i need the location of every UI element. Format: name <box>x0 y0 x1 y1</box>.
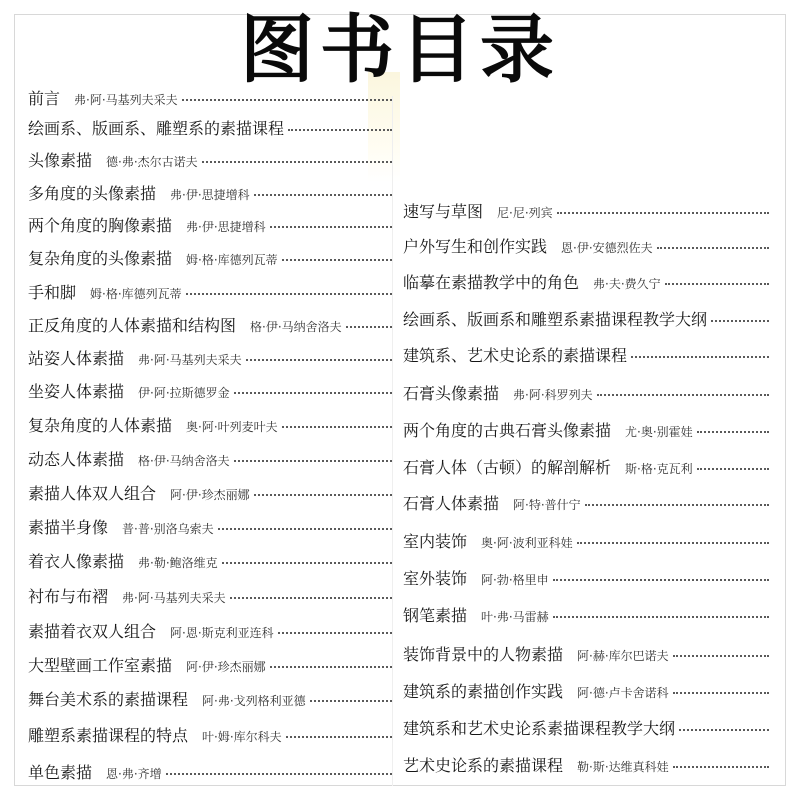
dot-leader <box>202 159 392 163</box>
entry-title: 复杂角度的人体素描 <box>28 416 173 435</box>
entry-title: 素描人体双人组合 <box>28 484 157 503</box>
entry-author: 阿·恩·斯克利亚连科 <box>170 626 274 640</box>
toc-entry <box>403 418 769 441</box>
toc-entry <box>28 86 392 109</box>
entry-author: 叶·弗·马雷赫 <box>481 610 549 624</box>
entry-title: 站姿人体素描 <box>28 349 125 368</box>
toc-entry <box>28 181 392 204</box>
entry-author: 弗·伊·思捷增科 <box>170 188 250 202</box>
entry-title: 素描着衣双人组合 <box>28 622 157 641</box>
dot-leader <box>673 764 769 768</box>
entry-author: 阿·伊·珍杰丽娜 <box>186 660 266 674</box>
dot-leader <box>270 224 392 228</box>
entry-title: 着衣人像素描 <box>28 552 125 571</box>
entry-title: 户外写生和创作实践 <box>403 237 548 256</box>
toc-entry <box>28 760 392 783</box>
entry-title: 建筑系和艺术史论系素描课程教学大纲 <box>403 719 676 738</box>
entry-author: 格·伊·马纳舍洛夫 <box>250 320 342 334</box>
entry-author: 弗·阿·科罗列夫 <box>513 388 593 402</box>
entry-title: 单色素描 <box>28 763 93 782</box>
dot-leader <box>270 664 392 668</box>
dot-leader <box>230 595 392 599</box>
entry-author: 奥·阿·波利亚科娃 <box>481 536 573 550</box>
dot-leader <box>288 127 392 131</box>
toc-entry <box>28 413 392 436</box>
dot-leader <box>346 324 392 328</box>
toc-entry <box>28 549 392 572</box>
entry-title: 两个角度的胸像素描 <box>28 216 173 235</box>
entry-author: 奥·阿·叶列麦叶夫 <box>186 420 278 434</box>
entry-title: 衬布与布褶 <box>28 587 109 606</box>
column-divider <box>392 96 393 786</box>
dot-leader <box>282 257 392 261</box>
toc-entry <box>403 343 769 366</box>
toc-entry <box>403 679 769 702</box>
dot-leader <box>657 245 769 249</box>
dot-leader <box>282 424 392 428</box>
toc-entry <box>28 619 392 642</box>
toc-entry <box>28 687 392 710</box>
entry-title: 绘画系、版画系和雕塑系素描课程教学大纲 <box>403 310 708 329</box>
entry-author: 阿·赫·库尔巴诺夫 <box>577 649 669 663</box>
entry-title: 绘画系、版画系、雕塑系的素描课程 <box>28 119 285 138</box>
toc-entry <box>403 753 769 776</box>
dot-leader <box>254 192 392 196</box>
entry-author: 阿·勃·格里申 <box>481 573 549 587</box>
entry-author: 勒·斯·达维真科娃 <box>577 760 669 774</box>
entry-title: 前言 <box>28 89 61 108</box>
entry-author: 阿·德·卢卡舍诺科 <box>577 686 669 700</box>
dot-leader <box>222 560 392 564</box>
toc-entry <box>403 199 769 222</box>
entry-author: 弗·伊·思捷增科 <box>186 220 266 234</box>
entry-title: 坐姿人体素描 <box>28 382 125 401</box>
entry-author: 弗·夫·费久宁 <box>593 277 661 291</box>
entry-author: 姆·格·库德列瓦蒂 <box>186 253 278 267</box>
dot-leader <box>182 97 392 101</box>
dot-leader <box>310 698 392 702</box>
toc-entry <box>403 529 769 552</box>
entry-title: 室内装饰 <box>403 532 468 551</box>
entry-title: 石膏头像素描 <box>403 384 500 403</box>
entry-title: 大型壁画工作室素描 <box>28 656 173 675</box>
dot-leader <box>186 291 392 295</box>
toc-entry <box>28 116 392 139</box>
dot-leader <box>246 357 392 361</box>
dot-leader <box>577 540 769 544</box>
entry-title: 正反角度的人体素描和结构图 <box>28 316 237 335</box>
entry-author: 弗·阿·马基列夫采夫 <box>122 591 226 605</box>
toc-entry <box>28 481 392 504</box>
entry-author: 阿·弗·戈列格利亚德 <box>202 694 306 708</box>
entry-title: 石膏人体（古顿）的解剖解析 <box>403 458 612 477</box>
toc-entry <box>403 234 769 257</box>
dot-leader <box>597 392 769 396</box>
toc-entry <box>403 603 769 626</box>
dot-leader <box>553 577 769 581</box>
entry-author: 尼·尼·列宾 <box>497 206 553 220</box>
entry-author: 姆·格·库德列瓦蒂 <box>90 287 182 301</box>
toc-entry <box>28 246 392 269</box>
dot-leader <box>673 690 769 694</box>
entry-author: 斯·格·克瓦利 <box>625 462 693 476</box>
entry-title: 动态人体素描 <box>28 450 125 469</box>
entry-author: 普·普·别洛乌索夫 <box>122 522 214 536</box>
entry-title: 临摹在素描教学中的角色 <box>403 273 580 292</box>
entry-title: 头像素描 <box>28 151 93 170</box>
toc-entry <box>403 642 769 665</box>
entry-author: 格·伊·马纳舍洛夫 <box>138 454 230 468</box>
dot-leader <box>673 653 769 657</box>
entry-author: 尤·奥·别霍娃 <box>625 425 693 439</box>
entry-author: 恩·伊·安德烈佐夫 <box>561 241 653 255</box>
dot-leader <box>585 502 769 506</box>
entry-title: 建筑系、艺术史论系的素描课程 <box>403 346 628 365</box>
toc-entry <box>403 307 769 330</box>
toc-entry <box>28 213 392 236</box>
dot-leader <box>166 771 392 775</box>
entry-title: 复杂角度的头像素描 <box>28 249 173 268</box>
toc-entry <box>403 455 769 478</box>
toc-entry <box>28 515 392 538</box>
entry-author: 恩·弗·齐增 <box>106 767 162 781</box>
toc-entry <box>28 148 392 171</box>
entry-title: 建筑系的素描创作实践 <box>403 682 564 701</box>
toc-entry <box>28 723 392 746</box>
entry-title: 艺术史论系的素描课程 <box>403 756 564 775</box>
entry-author: 弗·阿·马基列夫采夫 <box>74 93 178 107</box>
entry-author: 弗·阿·马基列夫采夫 <box>138 353 242 367</box>
toc-entry <box>28 346 392 369</box>
entry-title: 装饰背景中的人物素描 <box>403 645 564 664</box>
dot-leader <box>254 492 392 496</box>
toc-entry <box>403 566 769 589</box>
entry-author: 叶·姆·库尔科夫 <box>202 730 282 744</box>
entry-author: 德·弗·杰尔古诺夫 <box>106 155 198 169</box>
dot-leader <box>679 727 769 731</box>
dot-leader <box>278 630 392 634</box>
dot-leader <box>234 390 392 394</box>
toc-entry <box>28 280 392 303</box>
entry-title: 多角度的头像素描 <box>28 184 157 203</box>
dot-leader <box>234 458 392 462</box>
toc-entry <box>403 381 769 404</box>
toc-entry <box>28 584 392 607</box>
toc-entry <box>28 313 392 336</box>
entry-author: 伊·阿·拉斯德罗金 <box>138 386 230 400</box>
toc-entry <box>403 270 769 293</box>
dot-leader <box>631 354 769 358</box>
entry-title: 石膏人体素描 <box>403 494 500 513</box>
dot-leader <box>711 318 769 322</box>
toc-entry <box>403 491 769 514</box>
entry-title: 舞台美术系的素描课程 <box>28 690 189 709</box>
entry-title: 两个角度的古典石膏头像素描 <box>403 421 612 440</box>
entry-title: 雕塑系素描课程的特点 <box>28 726 189 745</box>
entry-title: 速写与草图 <box>403 202 484 221</box>
dot-leader <box>286 734 392 738</box>
entry-author: 阿·伊·珍杰丽娜 <box>170 488 250 502</box>
dot-leader <box>665 281 769 285</box>
toc-entry <box>403 716 769 739</box>
entry-author: 弗·勒·鲍洛维克 <box>138 556 218 570</box>
entry-author: 阿·特·普什宁 <box>513 498 581 512</box>
dot-leader <box>557 210 769 214</box>
entry-title: 素描半身像 <box>28 518 109 537</box>
toc-entry <box>28 653 392 676</box>
dot-leader <box>218 526 392 530</box>
page-title: 图书目录 <box>240 7 560 93</box>
dot-leader <box>697 429 769 433</box>
entry-title: 室外装饰 <box>403 569 468 588</box>
entry-title: 钢笔素描 <box>403 606 468 625</box>
toc-entry <box>28 379 392 402</box>
dot-leader <box>553 614 769 618</box>
dot-leader <box>697 466 769 470</box>
toc-entry <box>28 447 392 470</box>
entry-title: 手和脚 <box>28 283 77 302</box>
